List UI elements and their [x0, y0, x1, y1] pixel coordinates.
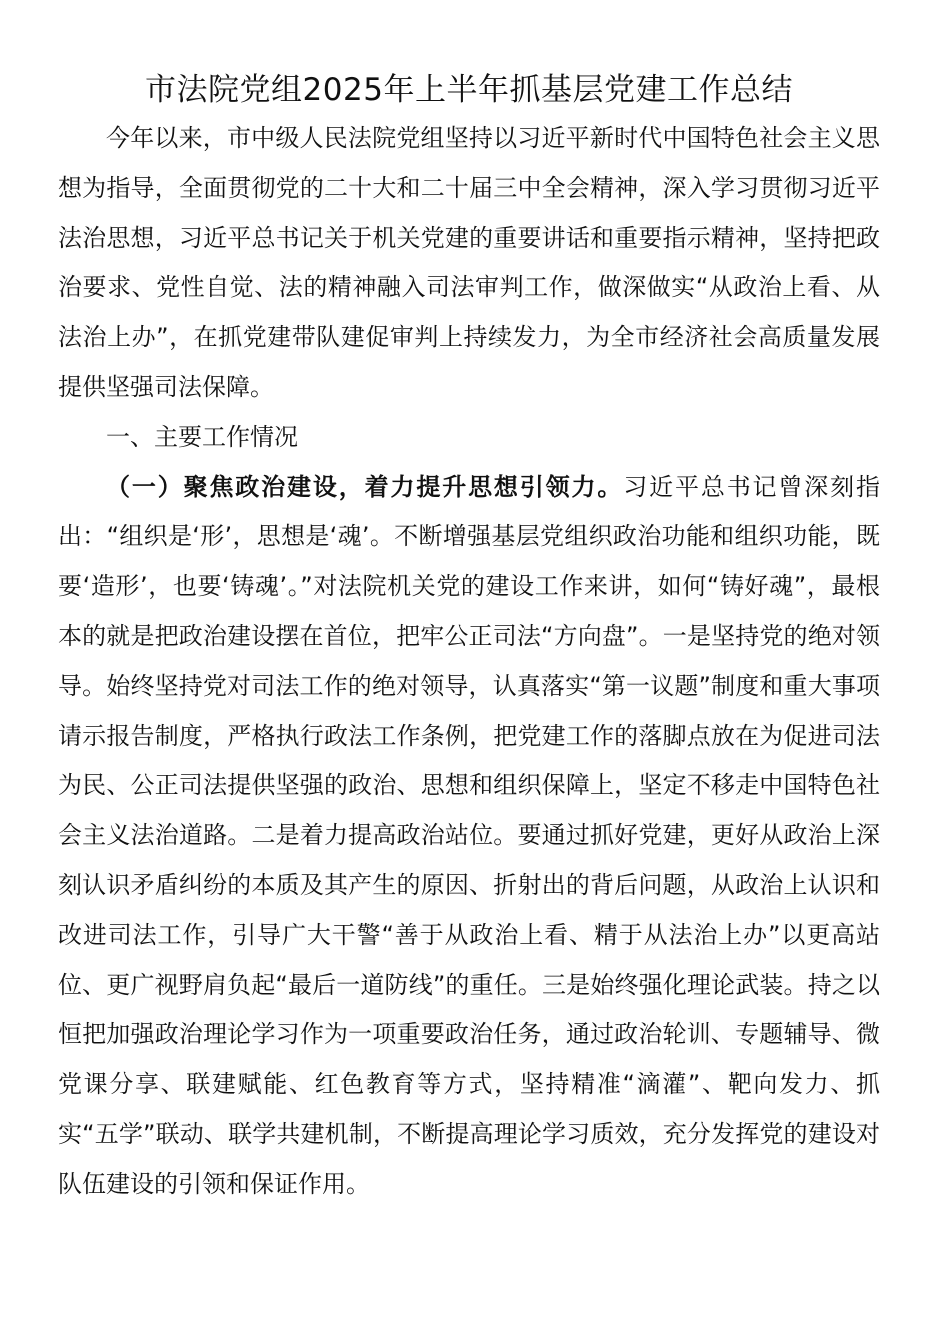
section-heading: 一、主要工作情况: [106, 422, 298, 451]
subsection-paragraph: [58, 463, 880, 1210]
intro-paragraph: 今年以来，市中级人民法院党组坚持以习近平新时代中国特色社会主义思想为指导，全面贯彻党的二十大和二十届三中全会精神，深入学习贯彻习近平法治思想，习近平总书记关于机关党建的重要讲话和重要指示精神，坚持把政治要求、党性自觉、法的精神融入司法审判工作，做深做实“从政治上看、从法治上办”，在抓党建带队建促审判上持续发力，为全市经济社会高质量发展提供坚强司法保障。: [58, 124, 880, 401]
document-title: 市法院党组2025年上半年抓基层党建工作总结: [145, 72, 793, 108]
subsection-body: 习近平总书记曾深刻指出：“组织是‘形’，思想是‘魂’。不断增强基层党组织政治功能和组织功能，既要‘造形’，也要‘铸魂’。”对法院机关党的建设工作来讲，如何“铸好魂”，最根本的就是把政治建设摆在首位，把牢公正司法“方向盘”。一是坚持党的绝对领导。始终坚持党对司法工作的绝对领导，认真落实“第一议题”制度和重大事项请示报告制度，严格执行政法工作条例，把党建工作的落脚点放在为促进司法为民、公正司法提供坚强的政治、思想和组织保障上，坚定不移走中国特色社会主义法治道路。二是着力提高政治站位。要通过抓好党建，更好从政治上深刻认识矛盾纠纷的本质及其产生的原因、折射出的背后问题，从政治上认识和改进司法工作，引导广大干警“善于从政治上看、精于从法治上办”以更高站位、更广视野肩负起“最后一道防线”的重任。三是始终强化理论武装。持之以恒把加强政治理论学习作为一项重要政治任务，通过政治轮训、专题辅导、微党课分享、联建赋能、红色教育等方式，坚持精准“滴灌”、靶向发力、抓实“五学”联动、联学共建机制，不断提高理论学习质效，充分发挥党的建设对队伍建设的引领和保证作用。: [58, 472, 881, 1198]
document-page: [58, 66, 880, 1210]
subsection-lead: （一）聚焦政治建设，着力提升思想引领力。: [106, 472, 624, 501]
